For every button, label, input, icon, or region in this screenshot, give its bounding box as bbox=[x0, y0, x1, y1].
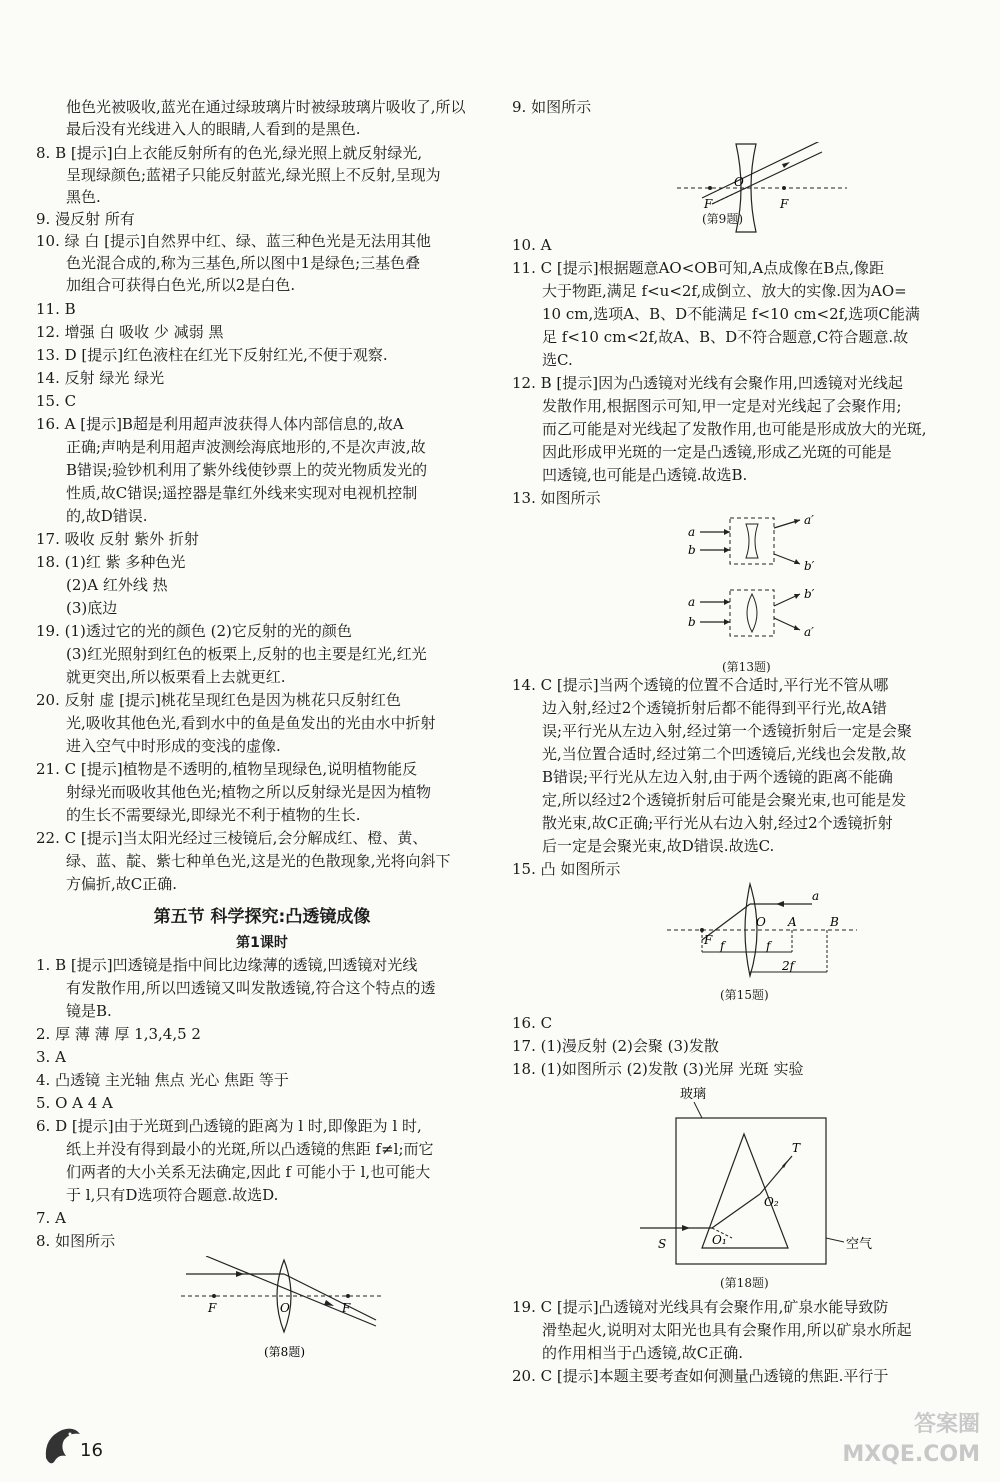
text-line: 进入空气中时形成的变浅的虚像. bbox=[66, 737, 281, 755]
text-line: (3)红光照射到红色的板栗上,反射的也主要是红光,红光 bbox=[66, 645, 427, 663]
fig18-label-s: S bbox=[658, 1237, 667, 1251]
figure-15-convex-lens bbox=[662, 882, 862, 982]
page-number: 16 bbox=[80, 1440, 103, 1461]
dolphin-logo bbox=[40, 1420, 84, 1470]
text-line: 16. A [提示]B超是利用超声波获得人体内部信息的,故A bbox=[36, 415, 404, 433]
fig13-label-a2: a′ bbox=[804, 514, 814, 527]
fig9-label-f: F bbox=[704, 197, 713, 211]
text-line: 就更突出,所以板栗看上去就更红. bbox=[66, 668, 286, 686]
text-line: 15. C bbox=[36, 392, 77, 410]
text-line: 光,当位置合适时,经过第二个凹透镜后,光线也会发散,故 bbox=[542, 745, 907, 763]
text-line: 大于物距,满足 f<u<2f,成倒立、放大的实像.因为AO= bbox=[542, 282, 907, 300]
text-line: 凹透镜,也可能是凸透镜.故选B. bbox=[542, 466, 748, 484]
text-line: 17. 吸收 反射 紫外 折射 bbox=[36, 530, 199, 548]
fig15-label-f: f bbox=[766, 939, 771, 953]
text-line: 性质,故C错误;遥控器是靠红外线来实现对电视机控制 bbox=[66, 484, 418, 502]
text-line: 21. C [提示]植物是不透明的,植物呈现绿色,说明植物能反 bbox=[36, 760, 418, 778]
figure-18-prism bbox=[632, 1082, 892, 1268]
text-line: 9. 漫反射 所有 bbox=[36, 210, 135, 228]
lesson-title: 第1课时 bbox=[236, 935, 288, 951]
text-line: 7. A bbox=[36, 1209, 66, 1227]
watermark-text: 答案圈 MXQE.COM bbox=[842, 1412, 980, 1467]
figure-caption: (第8题) bbox=[264, 1345, 305, 1359]
text-line: 20. 反射 虚 [提示]桃花呈现红色是因为桃花只反射红色 bbox=[36, 691, 401, 709]
text-line: 22. C [提示]当太阳光经过三棱镜后,会分解成红、橙、黄、 bbox=[36, 829, 428, 847]
text-line: 4. 凸透镜 主光轴 焦点 光心 焦距 等于 bbox=[36, 1071, 289, 1089]
text-line: (2)A 红外线 热 bbox=[66, 576, 168, 594]
text-line: 边入射,经过2个透镜折射后都不能得到平行光,故A错 bbox=[542, 699, 887, 717]
text-line: 17. (1)漫反射 (2)会聚 (3)发散 bbox=[512, 1037, 719, 1055]
text-line: 有发散作用,所以凹透镜又叫发散透镜,符合这个特点的透 bbox=[66, 979, 436, 997]
text-line: 滑垫起火,说明对太阳光也具有会聚作用,所以矿泉水所起 bbox=[542, 1321, 912, 1339]
text-line: 18. (1)红 紫 多种色光 bbox=[36, 553, 186, 571]
text-line: 足 f<10 cm<2f,故A、B、D不符合题意,C符合题意.故 bbox=[542, 328, 909, 346]
fig13-label-b: b bbox=[688, 615, 696, 629]
text-line: 于 l,只有D选项符合题意.故选D. bbox=[66, 1186, 279, 1204]
text-line: 10 cm,选项A、B、D不能满足 f<10 cm<2f,选项C能满 bbox=[542, 305, 920, 323]
fig9-label-f: F bbox=[780, 197, 789, 211]
text-line: 20. C [提示]本题主要考查如何测量凸透镜的焦距.平行于 bbox=[512, 1367, 889, 1385]
fig13-label-a: a bbox=[688, 525, 696, 539]
text-line: 绿、蓝、靛、紫七种单色光,这是光的色散现象,光将向斜下 bbox=[66, 852, 451, 870]
text-line: 19. C [提示]凸透镜对光线具有会聚作用,矿泉水能导致防 bbox=[512, 1298, 889, 1316]
text-line: 加组合可获得白色光,所以2是白色. bbox=[66, 276, 296, 294]
text-line: 选C. bbox=[542, 351, 573, 369]
fig15-label-F: F bbox=[704, 933, 713, 947]
text-line: 误;平行光从左边入射,经过第一个透镜折射后一定是会聚 bbox=[542, 722, 912, 740]
fig15-label-o: O bbox=[756, 915, 766, 929]
figure-caption: (第18题) bbox=[720, 1276, 769, 1290]
fig8-label-f: F bbox=[342, 1301, 351, 1315]
text-line: 发散作用,根据图示可知,甲一定是对光线起了会聚作用; bbox=[542, 397, 902, 415]
fig15-label-A: A bbox=[788, 915, 797, 929]
fig13-label-a: a bbox=[688, 595, 696, 609]
fig15-label-f: f bbox=[720, 939, 725, 953]
text-line: 6. D [提示]由于光斑到凸透镜的距离为 l 时,即像距为 l 时, bbox=[36, 1117, 422, 1135]
fig18-label-glass: 玻璃 bbox=[680, 1087, 707, 1102]
fig18-label-air: 空气 bbox=[846, 1237, 873, 1252]
fig18-label-t: T bbox=[792, 1141, 801, 1155]
text-line: 14. C [提示]当两个透镜的位置不合适时,平行光不管从哪 bbox=[512, 676, 889, 694]
text-line: 黑色. bbox=[66, 188, 101, 206]
fig13-label-b: b bbox=[688, 543, 696, 557]
text-line: 而乙可能是对光线起了发散作用,也可能是形成放大的光斑, bbox=[542, 420, 927, 438]
figure-13-lens-boxes bbox=[682, 514, 832, 654]
text-line: 他色光被吸收,蓝光在通过绿玻璃片时被绿玻璃片吸收了,所以 bbox=[66, 98, 466, 116]
text-line: 色光混合成的,称为三基色,所以图中1是绿色;三基色叠 bbox=[66, 254, 421, 272]
text-line: 因此形成甲光斑的一定是凸透镜,形成乙光斑的可能是 bbox=[542, 443, 892, 461]
fig15-label-2f: 2f bbox=[782, 959, 795, 973]
text-line: 10. 绿 白 [提示]自然界中红、绿、蓝三种色光是无法用其他 bbox=[36, 232, 431, 250]
fig8-label-o: O bbox=[280, 1301, 290, 1315]
text-line: 12. 增强 白 吸收 少 减弱 黑 bbox=[36, 323, 224, 341]
text-line: 的作用相当于凸透镜,故C正确. bbox=[542, 1344, 744, 1362]
text-line: 19. (1)透过它的光的颜色 (2)它反射的光的颜色 bbox=[36, 622, 352, 640]
text-line: 散光束,故C正确;平行光从右边入射,经过2个透镜折射 bbox=[542, 814, 893, 832]
figure-caption: (第9题) bbox=[702, 212, 743, 226]
fig13-label-b2: b′ bbox=[804, 559, 815, 573]
text-line: 后一定是会聚光束,故D错误.故选C. bbox=[542, 837, 775, 855]
fig15-label-B: B bbox=[830, 915, 839, 929]
text-line: 11. B bbox=[36, 300, 76, 318]
section-title: 第五节 科学探究:凸透镜成像 bbox=[153, 907, 371, 927]
text-line: 16. C bbox=[512, 1014, 553, 1032]
figure-caption: (第15题) bbox=[720, 988, 769, 1002]
text-line: 8. 如图所示 bbox=[36, 1232, 116, 1250]
text-line: 9. 如图所示 bbox=[512, 98, 592, 116]
text-line: 们两者的大小关系无法确定,因此 f 可能小于 l,也可能大 bbox=[66, 1163, 431, 1181]
text-line: 2. 厚 薄 薄 厚 1,3,4,5 2 bbox=[36, 1025, 201, 1043]
figure-8-convex-lens bbox=[176, 1256, 396, 1366]
text-line: 13. 如图所示 bbox=[512, 489, 601, 507]
text-line: B错误;验钞机利用了紫外线使钞票上的荧光物质发光的 bbox=[66, 461, 428, 479]
text-line: B错误;平行光从左边入射,由于两个透镜的距离不能确 bbox=[542, 768, 893, 786]
fig15-label-a: a bbox=[812, 889, 820, 903]
text-line: 10. A bbox=[512, 236, 552, 254]
text-line: 18. (1)如图所示 (2)发散 (3)光屏 光斑 实验 bbox=[512, 1060, 804, 1078]
text-line: 光,吸收其他色光,看到水中的鱼是鱼发出的光由水中折射 bbox=[66, 714, 436, 732]
text-line: 正确;声呐是利用超声波测绘海底地形的,不是次声波,故 bbox=[66, 438, 426, 456]
text-line: 14. 反射 绿光 绿光 bbox=[36, 369, 165, 387]
fig8-label-f: F bbox=[208, 1301, 217, 1315]
text-line: (3)底边 bbox=[66, 599, 118, 617]
text-line: 12. B [提示]因为凸透镜对光线有会聚作用,凹透镜对光线起 bbox=[512, 374, 903, 392]
text-line: 镜是B. bbox=[66, 1002, 112, 1020]
figure-caption: (第13题) bbox=[722, 660, 771, 674]
text-line: 呈现绿颜色;蓝裙子只能反射蓝光,绿光照上不反射,呈现为 bbox=[66, 166, 441, 184]
text-line: 的,故D错误. bbox=[66, 507, 148, 525]
text-line: 3. A bbox=[36, 1048, 66, 1066]
fig9-label-o: O bbox=[734, 175, 744, 189]
fig18-label-o1: O₁ bbox=[712, 1233, 727, 1247]
text-line: 5. O A 4 A bbox=[36, 1094, 113, 1112]
figure-9-concave-lens bbox=[672, 142, 852, 238]
text-line: 11. C [提示]根据题意AO<OB可知,A点成像在B点,像距 bbox=[512, 259, 884, 277]
text-line: 纸上并没有得到最小的光斑,所以凸透镜的焦距 f≠l;而它 bbox=[66, 1140, 434, 1158]
text-line: 方偏折,故C正确. bbox=[66, 875, 178, 893]
text-line: 15. 凸 如图所示 bbox=[512, 860, 621, 878]
text-line: 13. D [提示]红色液柱在红光下反射红光,不便于观察. bbox=[36, 346, 388, 364]
watermark bbox=[800, 1410, 990, 1476]
text-line: 1. B [提示]凹透镜是指中间比边缘薄的透镜,凹透镜对光线 bbox=[36, 956, 418, 974]
text-line: 最后没有光线进入人的眼睛,人看到的是黑色. bbox=[66, 120, 361, 138]
fig13-label-b2: b′ bbox=[804, 587, 815, 601]
text-line: 射绿光而吸收其他色光;植物之所以反射绿光是因为植物 bbox=[66, 783, 432, 801]
fig13-label-a2: a′ bbox=[804, 625, 814, 639]
text-line: 的生长不需要绿光,即绿光不利于植物的生长. bbox=[66, 806, 361, 824]
text-line: 8. B [提示]白上衣能反射所有的色光,绿光照上就反射绿光, bbox=[36, 144, 423, 162]
text-line: 定,所以经过2个透镜折射后可能是会聚光束,也可能是发 bbox=[542, 791, 907, 809]
fig18-label-o2: O₂ bbox=[764, 1195, 779, 1209]
